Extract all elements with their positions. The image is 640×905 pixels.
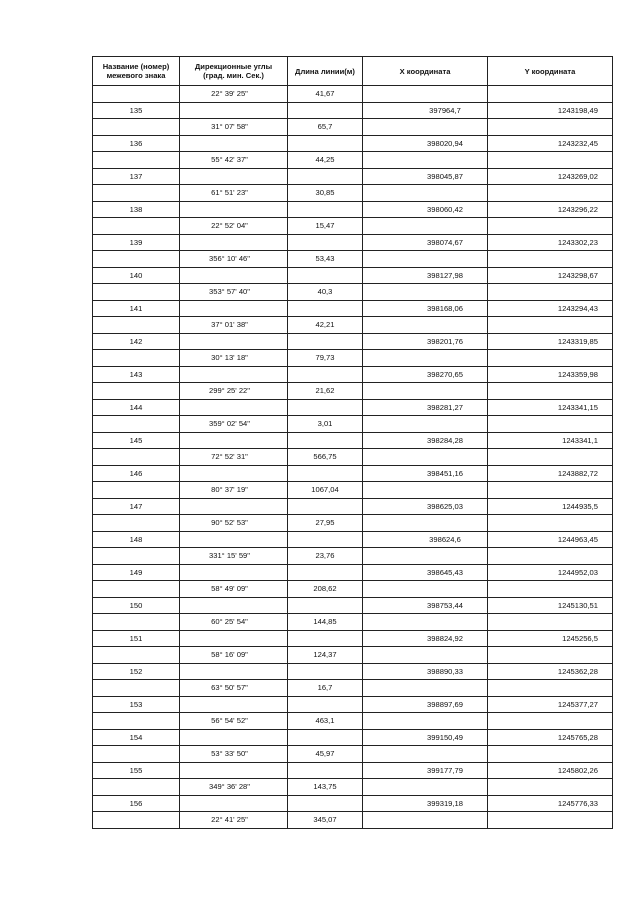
point-number-cell (93, 482, 180, 499)
segment-row (93, 812, 613, 829)
direction-angle-cell (180, 399, 288, 416)
x-coordinate-cell: 398045,87 (363, 168, 488, 185)
point-row (93, 366, 613, 383)
direction-angle-cell (180, 498, 288, 515)
point-number-cell (93, 383, 180, 400)
direction-angle-cell: 80° 37' 19" (180, 482, 288, 499)
point-number-cell: 149 (93, 564, 180, 581)
segment-row (93, 317, 613, 334)
x-coordinate-cell (363, 515, 488, 532)
segment-row (93, 218, 613, 235)
direction-angle-cell: 72° 52' 31" (180, 449, 288, 466)
x-coordinate-cell (363, 614, 488, 631)
x-coordinate-cell (363, 317, 488, 334)
line-length-cell (288, 531, 363, 548)
x-coordinate-cell (363, 746, 488, 763)
line-length-cell: 124,37 (288, 647, 363, 664)
point-number-cell: 155 (93, 762, 180, 779)
y-coordinate-cell: 1243294,43 (488, 300, 613, 317)
line-length-cell (288, 102, 363, 119)
line-length-cell (288, 696, 363, 713)
y-coordinate-cell (488, 680, 613, 697)
direction-angle-cell: 349° 36' 28" (180, 779, 288, 796)
line-length-cell: 144,85 (288, 614, 363, 631)
line-length-cell: 16,7 (288, 680, 363, 697)
line-length-cell (288, 663, 363, 680)
direction-angle-cell: 299° 25' 22" (180, 383, 288, 400)
y-coordinate-cell: 1245776,33 (488, 795, 613, 812)
y-coordinate-cell (488, 515, 613, 532)
direction-angle-cell: 56° 54' 52" (180, 713, 288, 730)
point-row (93, 597, 613, 614)
point-row (93, 333, 613, 350)
direction-angle-cell (180, 201, 288, 218)
point-number-cell (93, 647, 180, 664)
y-coordinate-cell: 1243302,23 (488, 234, 613, 251)
y-coordinate-cell: 1243269,02 (488, 168, 613, 185)
x-coordinate-cell: 399319,18 (363, 795, 488, 812)
y-coordinate-cell (488, 383, 613, 400)
point-number-cell (93, 779, 180, 796)
line-length-cell: 21,62 (288, 383, 363, 400)
line-length-cell: 53,43 (288, 251, 363, 268)
segment-row (93, 185, 613, 202)
line-length-cell (288, 333, 363, 350)
point-number-cell: 145 (93, 432, 180, 449)
y-coordinate-cell: 1243296,22 (488, 201, 613, 218)
y-coordinate-cell (488, 482, 613, 499)
x-coordinate-cell: 398201,76 (363, 333, 488, 350)
direction-angle-cell (180, 432, 288, 449)
point-number-cell (93, 218, 180, 235)
y-coordinate-cell (488, 779, 613, 796)
point-row (93, 465, 613, 482)
line-length-cell (288, 597, 363, 614)
direction-angle-cell (180, 168, 288, 185)
x-coordinate-cell: 398897,69 (363, 696, 488, 713)
segment-row (93, 482, 613, 499)
point-number-cell: 139 (93, 234, 180, 251)
direction-angle-cell (180, 795, 288, 812)
point-number-cell: 140 (93, 267, 180, 284)
line-length-cell: 30,85 (288, 185, 363, 202)
coordinates-table (92, 56, 613, 829)
y-coordinate-cell (488, 317, 613, 334)
point-number-cell: 154 (93, 729, 180, 746)
table-body (93, 86, 613, 829)
segment-row (93, 152, 613, 169)
x-coordinate-cell: 398074,67 (363, 234, 488, 251)
point-number-cell: 146 (93, 465, 180, 482)
x-coordinate-cell (363, 284, 488, 301)
point-number-cell: 138 (93, 201, 180, 218)
line-length-cell: 345,07 (288, 812, 363, 829)
line-length-cell: 44,25 (288, 152, 363, 169)
line-length-cell: 42,21 (288, 317, 363, 334)
y-coordinate-cell (488, 251, 613, 268)
line-length-cell: 208,62 (288, 581, 363, 598)
point-row (93, 168, 613, 185)
x-coordinate-cell (363, 548, 488, 565)
point-number-cell (93, 812, 180, 829)
x-coordinate-cell (363, 119, 488, 136)
segment-row (93, 614, 613, 631)
point-number-cell (93, 152, 180, 169)
point-number-cell: 135 (93, 102, 180, 119)
point-number-cell: 150 (93, 597, 180, 614)
line-length-cell (288, 168, 363, 185)
x-coordinate-cell: 398890,33 (363, 663, 488, 680)
y-coordinate-cell: 1245130,51 (488, 597, 613, 614)
point-number-cell: 147 (93, 498, 180, 515)
direction-angle-cell (180, 300, 288, 317)
direction-angle-cell (180, 597, 288, 614)
direction-angle-cell (180, 333, 288, 350)
point-row (93, 432, 613, 449)
direction-angle-cell (180, 663, 288, 680)
segment-row (93, 383, 613, 400)
line-length-cell (288, 465, 363, 482)
x-coordinate-cell: 398270,65 (363, 366, 488, 383)
point-number-cell: 156 (93, 795, 180, 812)
point-number-cell (93, 284, 180, 301)
point-number-cell (93, 680, 180, 697)
line-length-cell (288, 630, 363, 647)
point-number-cell: 148 (93, 531, 180, 548)
point-row (93, 201, 613, 218)
segment-row (93, 449, 613, 466)
point-number-cell (93, 119, 180, 136)
direction-angle-cell: 22° 41' 25" (180, 812, 288, 829)
point-number-cell (93, 86, 180, 103)
line-length-cell (288, 300, 363, 317)
line-length-cell: 45,97 (288, 746, 363, 763)
point-row (93, 795, 613, 812)
y-coordinate-cell (488, 86, 613, 103)
point-row (93, 663, 613, 680)
direction-angle-cell (180, 465, 288, 482)
x-coordinate-cell (363, 713, 488, 730)
line-length-cell (288, 267, 363, 284)
x-coordinate-cell (363, 251, 488, 268)
y-coordinate-cell (488, 152, 613, 169)
point-row (93, 630, 613, 647)
segment-row (93, 515, 613, 532)
segment-row (93, 119, 613, 136)
point-number-cell: 151 (93, 630, 180, 647)
y-coordinate-cell: 1244935,5 (488, 498, 613, 515)
point-number-cell (93, 515, 180, 532)
segment-row (93, 713, 613, 730)
x-coordinate-cell: 398281,27 (363, 399, 488, 416)
point-number-cell (93, 548, 180, 565)
y-coordinate-cell (488, 350, 613, 367)
point-number-cell (93, 185, 180, 202)
y-coordinate-cell (488, 812, 613, 829)
line-length-cell (288, 762, 363, 779)
direction-angle-cell (180, 234, 288, 251)
y-coordinate-cell (488, 284, 613, 301)
direction-angle-cell: 55° 42' 37" (180, 152, 288, 169)
y-coordinate-cell: 1243198,49 (488, 102, 613, 119)
x-coordinate-cell: 398168,06 (363, 300, 488, 317)
direction-angle-cell (180, 696, 288, 713)
segment-row (93, 680, 613, 697)
x-coordinate-cell: 398753,44 (363, 597, 488, 614)
line-length-cell: 65,7 (288, 119, 363, 136)
line-length-cell (288, 135, 363, 152)
y-coordinate-cell: 1245765,28 (488, 729, 613, 746)
line-length-cell (288, 729, 363, 746)
y-coordinate-cell: 1245377,27 (488, 696, 613, 713)
segment-row (93, 284, 613, 301)
direction-angle-cell: 53° 33' 50" (180, 746, 288, 763)
point-number-cell: 142 (93, 333, 180, 350)
point-number-cell (93, 317, 180, 334)
x-coordinate-cell (363, 647, 488, 664)
point-number-cell: 144 (93, 399, 180, 416)
line-length-cell: 1067,04 (288, 482, 363, 499)
x-coordinate-cell (363, 383, 488, 400)
direction-angle-cell: 30° 13' 18" (180, 350, 288, 367)
y-coordinate-cell: 1243319,85 (488, 333, 613, 350)
line-length-cell: 41,67 (288, 86, 363, 103)
line-length-cell: 15,47 (288, 218, 363, 235)
direction-angle-cell: 22° 39' 25" (180, 86, 288, 103)
direction-angle-cell: 63° 50' 57" (180, 680, 288, 697)
point-row (93, 564, 613, 581)
x-coordinate-cell (363, 218, 488, 235)
x-coordinate-cell: 398060,42 (363, 201, 488, 218)
line-length-cell: 566,75 (288, 449, 363, 466)
line-length-cell (288, 201, 363, 218)
direction-angle-cell: 60° 25' 54" (180, 614, 288, 631)
line-length-cell: 40,3 (288, 284, 363, 301)
line-length-cell (288, 432, 363, 449)
point-number-cell (93, 581, 180, 598)
point-number-cell (93, 416, 180, 433)
x-coordinate-cell: 398624,6 (363, 531, 488, 548)
x-coordinate-cell: 398127,98 (363, 267, 488, 284)
direction-angle-cell (180, 135, 288, 152)
line-length-cell (288, 498, 363, 515)
direction-angle-cell (180, 564, 288, 581)
y-coordinate-cell: 1243298,67 (488, 267, 613, 284)
y-coordinate-cell (488, 449, 613, 466)
x-coordinate-cell (363, 185, 488, 202)
direction-angle-cell (180, 102, 288, 119)
y-coordinate-cell (488, 218, 613, 235)
x-coordinate-cell: 399150,49 (363, 729, 488, 746)
y-coordinate-cell: 1245362,28 (488, 663, 613, 680)
y-coordinate-cell (488, 416, 613, 433)
direction-angle-cell: 90° 52' 53" (180, 515, 288, 532)
point-row (93, 696, 613, 713)
x-coordinate-cell: 398824,92 (363, 630, 488, 647)
line-length-cell: 143,75 (288, 779, 363, 796)
point-number-cell (93, 614, 180, 631)
point-row (93, 135, 613, 152)
y-coordinate-cell (488, 581, 613, 598)
header-angle: Дирекционные углы (град. мин. Сек.) (180, 57, 288, 86)
direction-angle-cell: 58° 16' 09" (180, 647, 288, 664)
point-number-cell: 152 (93, 663, 180, 680)
line-length-cell (288, 564, 363, 581)
line-length-cell: 27,95 (288, 515, 363, 532)
point-row (93, 300, 613, 317)
line-length-cell: 79,73 (288, 350, 363, 367)
header-point: Название (номер) межевого знака (93, 57, 180, 86)
segment-row (93, 647, 613, 664)
segment-row (93, 350, 613, 367)
y-coordinate-cell: 1243359,98 (488, 366, 613, 383)
x-coordinate-cell (363, 86, 488, 103)
y-coordinate-cell (488, 119, 613, 136)
point-number-cell: 137 (93, 168, 180, 185)
header-x: X координата (363, 57, 488, 86)
direction-angle-cell: 61° 51' 23" (180, 185, 288, 202)
point-number-cell (93, 713, 180, 730)
y-coordinate-cell: 1244952,03 (488, 564, 613, 581)
y-coordinate-cell: 1244963,45 (488, 531, 613, 548)
direction-angle-cell: 22° 52' 04" (180, 218, 288, 235)
line-length-cell: 23,76 (288, 548, 363, 565)
y-coordinate-cell: 1245256,5 (488, 630, 613, 647)
direction-angle-cell (180, 366, 288, 383)
segment-row (93, 251, 613, 268)
point-row (93, 102, 613, 119)
x-coordinate-cell: 398451,16 (363, 465, 488, 482)
y-coordinate-cell: 1243341,1 (488, 432, 613, 449)
x-coordinate-cell (363, 779, 488, 796)
y-coordinate-cell (488, 185, 613, 202)
line-length-cell (288, 399, 363, 416)
direction-angle-cell (180, 531, 288, 548)
x-coordinate-cell (363, 581, 488, 598)
point-number-cell (93, 746, 180, 763)
point-number-cell: 143 (93, 366, 180, 383)
line-length-cell (288, 795, 363, 812)
y-coordinate-cell: 1243341,15 (488, 399, 613, 416)
x-coordinate-cell: 398625,03 (363, 498, 488, 515)
segment-row (93, 86, 613, 103)
segment-row (93, 779, 613, 796)
x-coordinate-cell (363, 449, 488, 466)
x-coordinate-cell (363, 152, 488, 169)
y-coordinate-cell (488, 746, 613, 763)
point-row (93, 267, 613, 284)
direction-angle-cell: 58° 49' 09" (180, 581, 288, 598)
direction-angle-cell: 356° 10' 46" (180, 251, 288, 268)
point-number-cell (93, 449, 180, 466)
direction-angle-cell: 359° 02' 54" (180, 416, 288, 433)
direction-angle-cell (180, 267, 288, 284)
direction-angle-cell (180, 630, 288, 647)
point-row (93, 762, 613, 779)
header-row (93, 57, 613, 86)
segment-row (93, 548, 613, 565)
point-number-cell (93, 350, 180, 367)
direction-angle-cell: 31° 07' 58" (180, 119, 288, 136)
direction-angle-cell (180, 762, 288, 779)
point-row (93, 234, 613, 251)
x-coordinate-cell: 398645,43 (363, 564, 488, 581)
y-coordinate-cell (488, 548, 613, 565)
y-coordinate-cell: 1243882,72 (488, 465, 613, 482)
x-coordinate-cell: 397964,7 (363, 102, 488, 119)
x-coordinate-cell: 398284,28 (363, 432, 488, 449)
x-coordinate-cell (363, 416, 488, 433)
x-coordinate-cell: 399177,79 (363, 762, 488, 779)
point-number-cell: 136 (93, 135, 180, 152)
segment-row (93, 581, 613, 598)
y-coordinate-cell: 1243232,45 (488, 135, 613, 152)
y-coordinate-cell (488, 614, 613, 631)
segment-row (93, 416, 613, 433)
line-length-cell: 3,01 (288, 416, 363, 433)
direction-angle-cell: 331° 15' 59" (180, 548, 288, 565)
point-row (93, 531, 613, 548)
line-length-cell (288, 234, 363, 251)
x-coordinate-cell (363, 812, 488, 829)
segment-row (93, 746, 613, 763)
point-number-cell: 141 (93, 300, 180, 317)
header-y: Y координата (488, 57, 613, 86)
x-coordinate-cell: 398020,94 (363, 135, 488, 152)
x-coordinate-cell (363, 482, 488, 499)
direction-angle-cell (180, 729, 288, 746)
point-row (93, 399, 613, 416)
point-number-cell (93, 251, 180, 268)
line-length-cell (288, 366, 363, 383)
x-coordinate-cell (363, 350, 488, 367)
point-row (93, 498, 613, 515)
direction-angle-cell: 353° 57' 40" (180, 284, 288, 301)
point-row (93, 729, 613, 746)
header-length: Длина линии(м) (288, 57, 363, 86)
y-coordinate-cell: 1245802,26 (488, 762, 613, 779)
point-number-cell: 153 (93, 696, 180, 713)
direction-angle-cell: 37° 01' 38" (180, 317, 288, 334)
y-coordinate-cell (488, 713, 613, 730)
x-coordinate-cell (363, 680, 488, 697)
y-coordinate-cell (488, 647, 613, 664)
line-length-cell: 463,1 (288, 713, 363, 730)
